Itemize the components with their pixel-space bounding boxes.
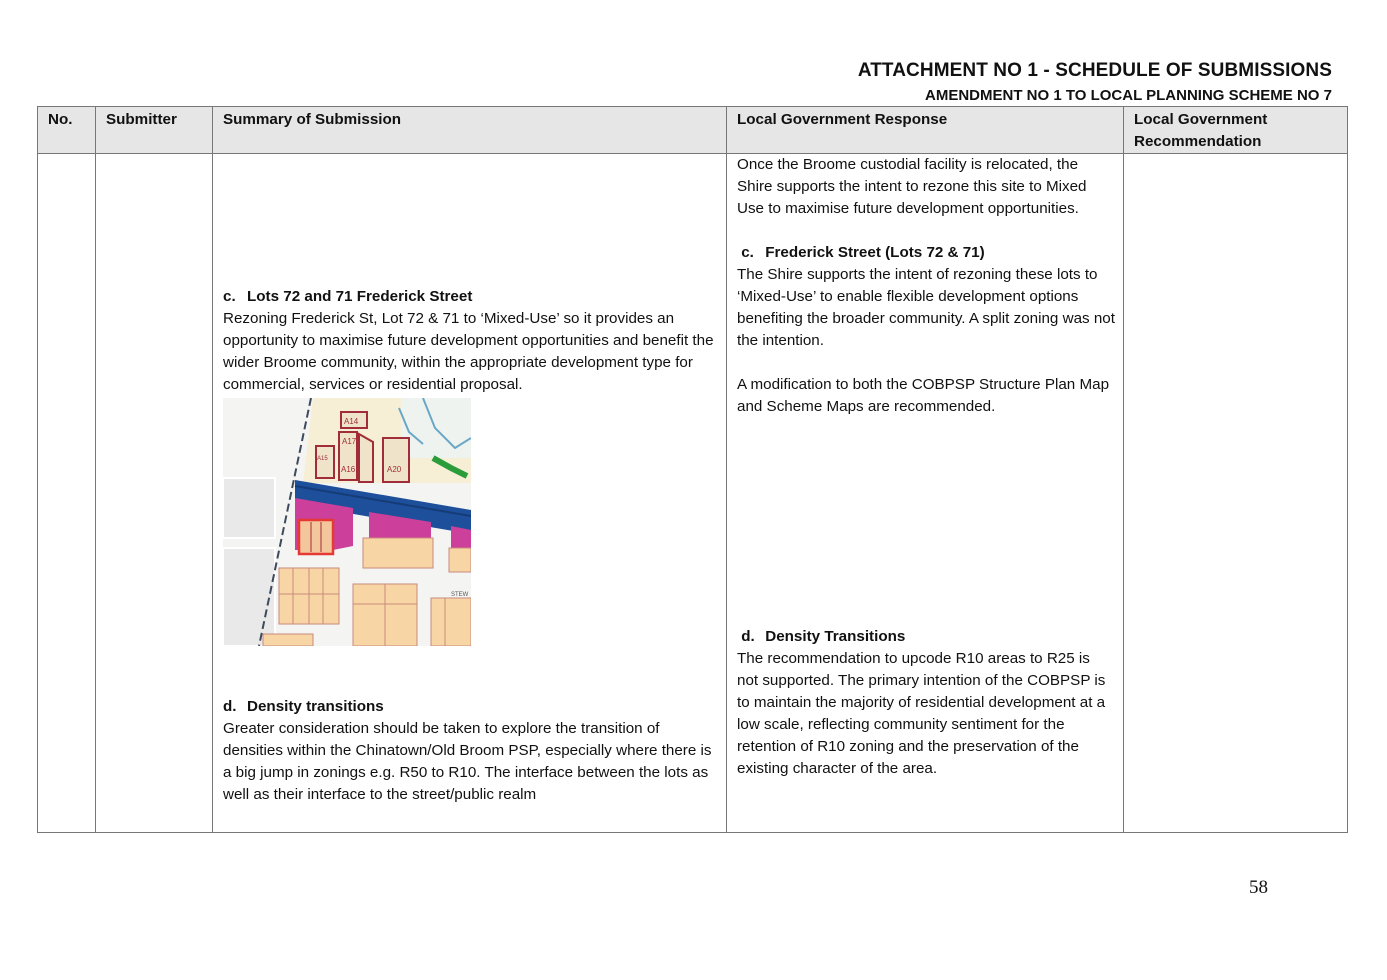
response-c-text-2: A modification to both the COBPSP Structure Plan Map and Scheme Maps are recommended. bbox=[737, 376, 1110, 415]
map-label: A20 bbox=[387, 465, 402, 474]
column-header-submitter: Submitter bbox=[96, 107, 213, 154]
response-intro: Once the Broome custodial facility is relocated, the Shire supports the intent to rezone this site to Mixed Use to maximise future development opportunities. bbox=[737, 156, 1087, 217]
response-c-text: The Shire supports the intent of rezoning these lots to ‘Mixed-Use’ to enable flexible development options benefiting the broader community. A split zoning was not the intention. bbox=[737, 266, 1115, 349]
table-row bbox=[38, 154, 1348, 833]
cell-submitter bbox=[96, 154, 213, 833]
cell-summary bbox=[213, 154, 727, 833]
column-header-no: No. bbox=[38, 107, 96, 154]
column-header-recommendation: Local Government Recommendation bbox=[1124, 107, 1348, 154]
response-c-heading: c. Frederick Street (Lots 72 & 71) bbox=[741, 244, 985, 261]
column-header-summary: Summary of Submission bbox=[213, 107, 727, 154]
response-d-text: The recommendation to upcode R10 areas to R25 is not supported. The primary intention of the COBPSP is to maintain the majority of residential development at a low scale, reflecting community sentiment for the retention of R10 zoning and the preservation of the existing character of the area. bbox=[737, 650, 1106, 777]
cell-recommendation bbox=[1124, 154, 1348, 833]
map-label: STEW bbox=[451, 592, 469, 598]
document-title: ATTACHMENT NO 1 - SCHEDULE OF SUBMISSIONS bbox=[857, 60, 1332, 81]
cell-no bbox=[38, 154, 96, 833]
response-d-heading: d. Density Transitions bbox=[741, 628, 906, 645]
map-label: A16 bbox=[341, 465, 356, 474]
table-header-row bbox=[38, 107, 1348, 154]
column-header-response: Local Government Response bbox=[727, 107, 1124, 154]
cell-response bbox=[727, 154, 1124, 833]
summary-c-heading: c. Lots 72 and 71 Frederick Street bbox=[223, 288, 473, 305]
submissions-table bbox=[37, 106, 1348, 833]
page-number: 58 bbox=[1249, 877, 1268, 898]
summary-d-text: Greater consideration should be taken to explore the transition of densities within the Chinatown/Old Broom PSP, especially where there is a big jump in zonings e.g. R50 to R10. The interface between the lots as well as their interface to the street/public realm bbox=[223, 720, 712, 803]
summary-d-heading: d. Density transitions bbox=[223, 698, 384, 715]
document-subtitle: AMENDMENT NO 1 TO LOCAL PLANNING SCHEME NO 7 bbox=[925, 87, 1332, 104]
map-label: A15 bbox=[317, 456, 328, 462]
zoning-map bbox=[223, 398, 471, 646]
map-label: A14 bbox=[344, 417, 359, 426]
summary-c-text: Rezoning Frederick St, Lot 72 & 71 to ‘Mixed-Use’ so it provides an opportunity to maximise future development opportunities and benefit the wider Broome community, within the appropriate development type for commercial, services or residential proposal. bbox=[223, 310, 714, 393]
map-label: A17 bbox=[342, 437, 357, 446]
